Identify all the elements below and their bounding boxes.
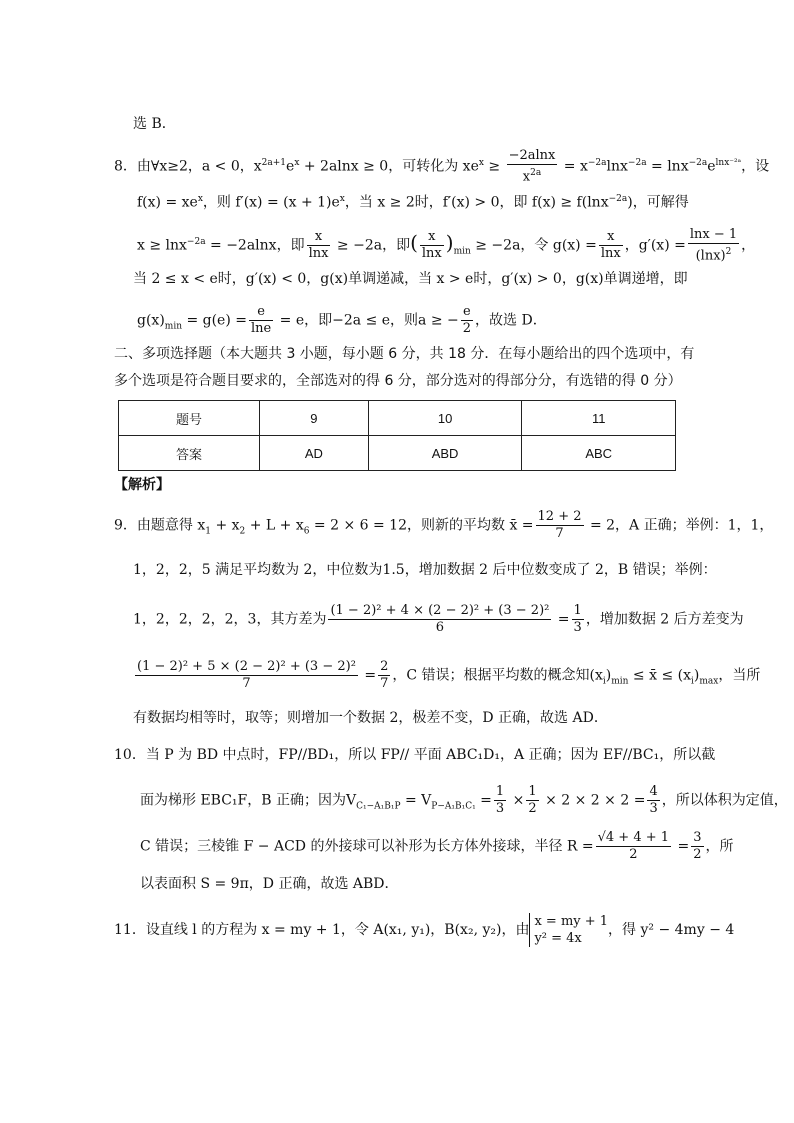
numerator: e [249, 304, 273, 321]
numerator: 1 [528, 784, 537, 799]
denominator: 2 [528, 801, 537, 816]
text: f(x) = xe [137, 194, 198, 211]
analysis-heading [114, 474, 170, 496]
q9-line-2 [133, 559, 717, 581]
denominator: 3 [495, 801, 505, 816]
fraction [647, 784, 659, 817]
text: 9．由题意得 x [114, 517, 206, 534]
numerator: 12 + 2 [537, 509, 582, 524]
q9-line-1: 9．由题意得 $x_1 + x_2 + L + x_6 = 2 \times 6 = 12$，则新的平均数 x̄ = $\frac{12 + 2}{7}$ = 2，A 正确；举例：1，1， [114, 509, 774, 541]
text: 二、多项选择题（本大题共 3 小题，每小题 6 分，共 18 分．在每小题给出的四个选项中，有 [114, 346, 695, 362]
text: 有数据均相等时，取等；则增加一个数据 2，极差不变，D 正确，故选 AD． [133, 710, 608, 726]
numerator: lnx − 1 [689, 227, 738, 242]
numerator: x [599, 229, 623, 246]
fraction [536, 509, 584, 542]
subscript: max [699, 676, 719, 687]
q11-line-1 [114, 913, 734, 947]
text: ，当 x ≥ 2时，f′(x) > 0，即 f(x) ≥ f(lnx [344, 194, 609, 211]
denominator: 7 [380, 676, 389, 691]
subscript: min [611, 676, 629, 687]
text: ，所 [705, 838, 734, 855]
numerator: 3 [693, 830, 702, 845]
text: lnx [606, 158, 628, 175]
text: = g(e) = [182, 312, 247, 329]
text: ，C 错误；根据平均数的概念知(x [392, 667, 603, 684]
text: 多个选项是符合题目要求的，全部选对的得 6 分，部分选对的得部分分，有选错的得 0 分） [114, 373, 682, 389]
text: ，增加数据 2 后方差变为 [585, 611, 744, 628]
q9-line-4: $\frac{\text{(1 − 2)² + 5 × (2 − 2)² + (3 − 2)²}}{7}$ = $\frac{2}{7}$ ，C 错误；根据平均数的概念知$(x_i)_{min}$ ≤ x̄ ≤ $(x_i)_{max}$，当所 [137, 659, 761, 691]
section2-line-2 [114, 370, 682, 392]
text: ， [741, 237, 756, 254]
fraction [691, 830, 703, 863]
text: (lnx) [695, 248, 726, 264]
denominator: 2 [462, 321, 472, 336]
numerator: 1 [495, 784, 505, 799]
denominator: 3 [649, 801, 658, 816]
numerator: e [461, 304, 473, 321]
denominator: lnx [600, 246, 621, 262]
denominator: 2 [693, 847, 702, 862]
fraction [572, 603, 584, 636]
text: ≥ [483, 158, 505, 175]
q10-line-2 [140, 784, 788, 817]
fraction [494, 784, 506, 817]
text: 1，2，2，5 满足平均数为 2，中位数为1.5，增加数据 2 后中位数变成了 2，B 错误；举例： [133, 562, 717, 578]
text: ，则 f′(x) = (x + 1)e [202, 194, 340, 211]
text: ，当所 [718, 667, 761, 684]
text: 1，2，2，2，2，3，其方差为 [133, 611, 327, 628]
q8-line-1: 8．由∀x≥2，a < 0，$x^{2a+1}e^x + 2alnx \ge 0$，可转化为 $xe^x$ ≥ $\frac{-2alnx}{x^{2a}}$ = $x^{-2a}\ln x^{-2a} = \ln x^{-2a}e^{lnx^{-2}ᵃ}$，设 [114, 148, 770, 185]
text: ) [605, 667, 612, 684]
fraction [688, 227, 739, 264]
text: = e，即−2a ≤ e，则a ≥ − [275, 312, 459, 329]
numerator: −2alnx [508, 148, 556, 163]
fraction [378, 659, 390, 692]
numerator: x [420, 229, 444, 246]
text: = −2alnx，即 [205, 237, 305, 254]
equation: x = my + 1 [534, 914, 609, 929]
text: ，g′(x) = [624, 237, 686, 254]
q8-line-4 [133, 268, 688, 290]
text: = 2 × 6 = 12，则新的平均数 x̄ = [309, 517, 534, 534]
q10-line-3 [140, 830, 734, 863]
text: = 2，A 正确；举例：1，1， [585, 517, 774, 534]
subscript: min [164, 321, 182, 332]
q10-line-1 [114, 744, 715, 766]
numerator: 4 [649, 784, 658, 799]
prev-answer-line [133, 113, 176, 135]
text: = [553, 611, 570, 628]
text: 11．设直线 l 的方程为 x = my + 1，令 A(x₁, y₁)，B(x₂, y₂)，由 [114, 922, 530, 938]
numerator: √4 + 4 + 1 [597, 830, 670, 845]
text: ) [693, 667, 700, 684]
numerator: x [307, 229, 331, 246]
table-cell: 题号 [119, 401, 260, 436]
denominator: lnx [421, 246, 442, 262]
table-row [119, 436, 676, 471]
text: C 错误；三棱锥 F − ACD 的外接球可以补形为长方体外接球，半径 R = [140, 838, 594, 855]
text: )，可解得 [627, 194, 689, 211]
text: + 2alnx ≥ 0，可转化为 xe [299, 158, 479, 175]
text: e [707, 158, 716, 175]
text: + x [211, 517, 240, 534]
table-cell: ABC [522, 436, 676, 471]
section2-line-1 [114, 343, 694, 365]
text: g(x) [137, 312, 165, 329]
table-cell: 11 [522, 401, 676, 436]
text: ，故选 D． [475, 312, 547, 329]
text: = [673, 838, 690, 855]
text: = V [400, 792, 432, 809]
q9-line-3 [133, 603, 744, 636]
text: = x [559, 158, 588, 175]
fraction [461, 304, 473, 337]
text: x [522, 169, 531, 185]
table-cell: 10 [368, 401, 522, 436]
q9-line-5 [133, 707, 608, 729]
text: 【解析】 [114, 477, 170, 493]
fraction [526, 784, 538, 817]
text: + L + x [245, 517, 304, 534]
fraction [596, 830, 671, 863]
subscript: P−A₁B₁C₁ [431, 801, 476, 812]
denominator: 7 [555, 526, 564, 541]
text: × 2 × 2 × 2 = [540, 792, 646, 809]
text: = [475, 792, 492, 809]
denominator: lne [250, 321, 272, 336]
text: ，所以体积为定值， [661, 792, 788, 809]
numerator: 1 [573, 603, 582, 618]
table-cell: AD [260, 436, 369, 471]
q8-line-3: x ≥ lnx$^{-2a}$ = −2alnx，即 $\frac{x}{\ln x}$ ≥ −2a，即( $\frac{x}{\ln x}$ )$_{min} \ge -2a$，令 g(x) = $\frac{x}{\ln x}$ ，g′(x) = $\frac{\ln x - 1}{(\ln x)^2}$ ， [137, 227, 756, 264]
text: 以表面积 S = 9π，D 正确，故选 ABD． [140, 876, 399, 892]
text: 面为梯形 EBC₁F，B 正确；因为V [140, 792, 357, 809]
q8-line-2: $f(x) = xe^x$，则 $f'(x) = (x + 1)e^x$，当 x ≥ 2时，f′(x) > 0，即 f(x) ≥ f(lnx$^{-2a}$)，可解得 [137, 194, 689, 211]
q10-line-4 [140, 873, 399, 895]
denominator: $(\ln x)^2$ [695, 247, 732, 264]
answer-table [118, 400, 676, 471]
text: ≥ −2a，即 [332, 237, 411, 254]
numerator: (1 − 2)² + 5 × (2 − 2)² + (3 − 2)² [137, 659, 356, 674]
text: 8．由∀x≥2，a < 0，x [114, 158, 262, 175]
text: e [286, 158, 295, 175]
denominator: 7 [242, 676, 251, 691]
denominator: 6 [435, 620, 445, 635]
equation-system [529, 913, 608, 947]
text: = [359, 667, 377, 684]
denominator: lnx [308, 246, 329, 262]
table-cell: ABD [368, 436, 522, 471]
fraction [135, 659, 358, 692]
subscript: C₁−A₁B₁P [356, 801, 401, 812]
text: ≥ −2a，令 g(x) = [470, 237, 597, 254]
denominator: 2 [629, 847, 638, 862]
fraction [249, 304, 273, 337]
fraction [599, 229, 623, 262]
equation: y² = 4x [534, 931, 582, 946]
text: 10．当 P 为 BD 中点时，FP//BD₁，所以 FP// 平面 ABC₁D₁，A 正确；因为 EF//BC₁，所以截 [114, 747, 716, 763]
text: = lnx [646, 158, 689, 175]
text: 当 2 ≤ x < e时，g′(x) < 0，g(x)单调递减，当 x > e时，g′(x) > 0，g(x)单调递增，即 [133, 271, 688, 287]
subscript: min [453, 246, 471, 257]
table-cell: 9 [260, 401, 369, 436]
q8-line-5 [137, 304, 547, 337]
text: ，设 [741, 158, 770, 175]
text: x ≥ lnx [137, 237, 187, 254]
fraction [507, 148, 558, 185]
numerator: 2 [380, 659, 389, 674]
fraction [420, 229, 444, 262]
numerator: (1 − 2)² + 4 × (2 − 2)² + (3 − 2)² [330, 603, 550, 618]
fraction [328, 603, 551, 636]
text: ≤ x̄ ≤ (x [628, 667, 691, 684]
text: 选 B． [133, 116, 176, 132]
table-row [119, 401, 676, 436]
denominator: 3 [573, 620, 582, 635]
text: × [508, 792, 525, 809]
table-cell: 答案 [119, 436, 260, 471]
denominator: $x^{2a}$ [522, 168, 542, 185]
text: ，得 y² − 4my − 4 [608, 922, 735, 938]
fraction [307, 229, 331, 262]
